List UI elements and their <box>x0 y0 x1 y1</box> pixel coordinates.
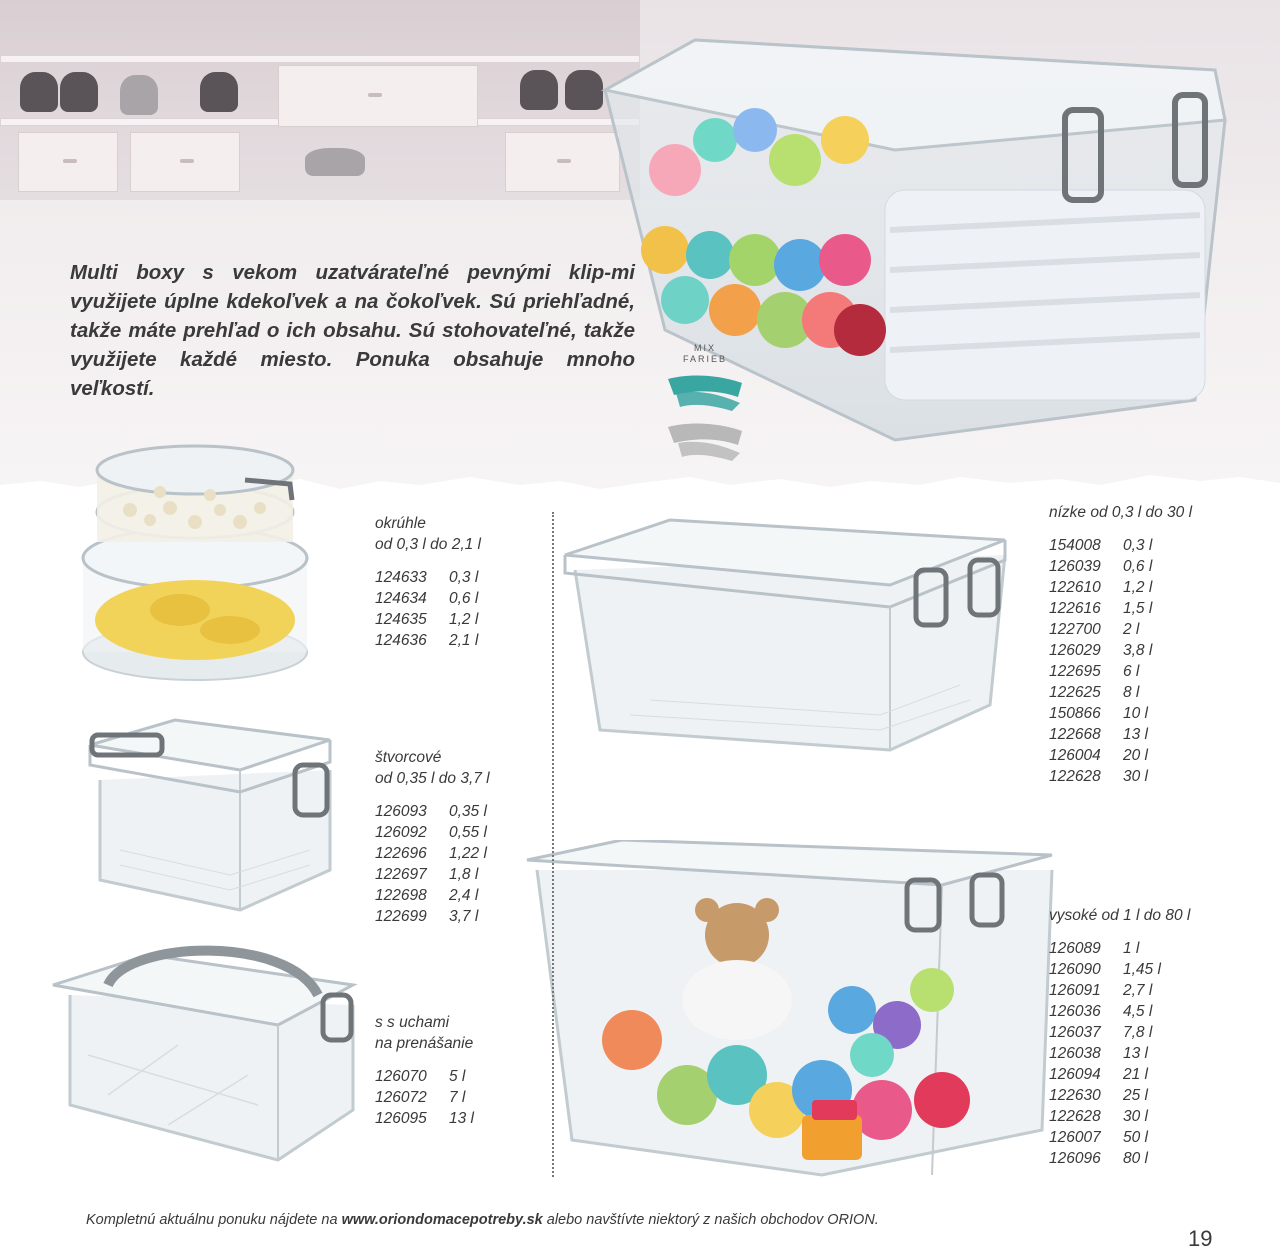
mix-label-line1: MIX <box>693 343 716 353</box>
product-code: 126007 <box>1049 1129 1101 1146</box>
product-volume: 13 l <box>1123 1045 1148 1062</box>
product-volume: 6 l <box>1123 663 1140 680</box>
product-code: 126093 <box>375 803 427 820</box>
list-item <box>375 885 490 906</box>
product-code: 126096 <box>1049 1150 1101 1167</box>
low-info <box>1049 502 1192 787</box>
list-item <box>1049 577 1192 598</box>
list-item <box>1049 766 1192 787</box>
round-subtitle: od 0,3 l do 2,1 l <box>375 536 481 553</box>
list-item <box>375 588 481 609</box>
list-item <box>1049 938 1190 959</box>
list-item <box>1049 1127 1190 1148</box>
list-item <box>1049 980 1190 1001</box>
product-code: 122625 <box>1049 684 1101 701</box>
product-volume: 1 l <box>1123 940 1140 957</box>
wardrobe-drawer <box>278 65 478 127</box>
product-volume: 30 l <box>1123 1108 1148 1125</box>
round-containers-image <box>70 440 320 688</box>
list-item <box>1049 1148 1190 1169</box>
product-code: 122698 <box>375 887 427 904</box>
list-item <box>375 567 481 588</box>
list-item <box>375 801 490 822</box>
product-code: 126092 <box>375 824 427 841</box>
product-code: 124635 <box>375 611 427 628</box>
product-volume: 0,6 l <box>449 590 479 607</box>
product-volume: 2,4 l <box>449 887 479 904</box>
list-item <box>375 1087 474 1108</box>
shoe-image <box>200 72 238 112</box>
product-code: 122696 <box>375 845 427 862</box>
product-code: 126091 <box>1049 982 1101 999</box>
color-swatch-icon <box>660 365 750 465</box>
product-volume: 4,5 l <box>1123 1003 1153 1020</box>
list-item <box>1049 640 1192 661</box>
dotted-divider <box>552 512 554 1177</box>
list-item <box>1049 724 1192 745</box>
product-volume: 50 l <box>1123 1129 1148 1146</box>
product-code: 126090 <box>1049 961 1101 978</box>
product-code: 124633 <box>375 569 427 586</box>
high-title: vysoké od 1 l do 80 l <box>1049 907 1191 924</box>
handles-subtitle: na prenášanie <box>375 1035 474 1052</box>
product-code: 126089 <box>1049 940 1101 957</box>
product-volume: 80 l <box>1123 1150 1148 1167</box>
shoe-image <box>120 75 158 115</box>
shoe-image <box>305 148 365 176</box>
product-code: 124636 <box>375 632 427 649</box>
product-code: 126070 <box>375 1068 427 1085</box>
product-code: 150866 <box>1049 705 1101 722</box>
mix-label-line2: FARIEB <box>682 354 727 364</box>
product-volume: 1,8 l <box>449 866 479 883</box>
product-code: 122695 <box>1049 663 1101 680</box>
handles-title: s s uchami <box>375 1014 450 1031</box>
high-info <box>1049 905 1190 1169</box>
list-item <box>375 1108 474 1129</box>
product-code: 126037 <box>1049 1024 1101 1041</box>
list-item <box>1049 661 1192 682</box>
list-item <box>375 843 490 864</box>
product-code: 126094 <box>1049 1066 1101 1083</box>
list-item <box>375 822 490 843</box>
product-code: 154008 <box>1049 537 1101 554</box>
list-item <box>1049 1022 1190 1043</box>
footer-text <box>86 1212 879 1228</box>
shoe-image <box>520 70 558 110</box>
list-item <box>1049 1106 1190 1127</box>
handle-container-image <box>48 935 363 1165</box>
low-box-image <box>560 515 1020 755</box>
product-volume: 7,8 l <box>1123 1024 1153 1041</box>
list-item <box>375 630 481 651</box>
product-code: 126036 <box>1049 1003 1101 1020</box>
footer-after: alebo navštívte niektorý z našich obchodov ORION. <box>542 1212 879 1228</box>
product-volume: 10 l <box>1123 705 1148 722</box>
product-volume: 20 l <box>1123 747 1148 764</box>
product-volume: 13 l <box>449 1110 474 1127</box>
product-volume: 2,7 l <box>1123 982 1153 999</box>
product-volume: 2 l <box>1123 621 1140 638</box>
footer-url-link[interactable]: www.oriondomacepotreby.sk <box>341 1212 543 1228</box>
list-item <box>1049 1001 1190 1022</box>
list-item <box>1049 745 1192 766</box>
square-title: štvorcové <box>375 749 442 766</box>
product-code: 126072 <box>375 1089 427 1106</box>
product-volume: 1,45 l <box>1123 961 1161 978</box>
list-item <box>1049 619 1192 640</box>
product-volume: 5 l <box>449 1068 466 1085</box>
wardrobe-drawer <box>130 132 240 192</box>
square-subtitle: od 0,35 l do 3,7 l <box>375 770 490 787</box>
product-code: 122628 <box>1049 1108 1101 1125</box>
page-number: 19 <box>1188 1226 1213 1250</box>
product-volume: 3,7 l <box>449 908 479 925</box>
square-container-image <box>80 710 340 915</box>
high-box-image <box>522 840 1057 1180</box>
product-code: 122700 <box>1049 621 1101 638</box>
wardrobe-shelf <box>0 55 640 63</box>
product-code: 122616 <box>1049 600 1101 617</box>
round-title: okrúhle <box>375 515 426 532</box>
list-item <box>375 864 490 885</box>
list-item <box>1049 1043 1190 1064</box>
product-code: 122630 <box>1049 1087 1101 1104</box>
list-item <box>1049 1085 1190 1106</box>
shoe-image <box>60 72 98 112</box>
list-item <box>1049 682 1192 703</box>
product-code: 122697 <box>375 866 427 883</box>
list-item <box>1049 535 1192 556</box>
product-code: 126095 <box>375 1110 427 1127</box>
product-volume: 1,22 l <box>449 845 487 862</box>
list-item <box>1049 1064 1190 1085</box>
mix-colors-badge <box>660 343 750 470</box>
low-title: nízke od 0,3 l do 30 l <box>1049 504 1193 521</box>
round-info <box>375 513 481 651</box>
product-code: 122668 <box>1049 726 1101 743</box>
list-item <box>375 1066 474 1087</box>
product-code: 126004 <box>1049 747 1101 764</box>
product-volume: 8 l <box>1123 684 1140 701</box>
product-volume: 30 l <box>1123 768 1148 785</box>
product-volume: 1,5 l <box>1123 600 1153 617</box>
product-volume: 7 l <box>449 1089 466 1106</box>
product-code: 126029 <box>1049 642 1101 659</box>
handles-info <box>375 1012 474 1129</box>
product-volume: 2,1 l <box>449 632 479 649</box>
product-volume: 0,35 l <box>449 803 487 820</box>
shoe-image <box>20 72 58 112</box>
product-volume: 13 l <box>1123 726 1148 743</box>
product-volume: 25 l <box>1123 1087 1148 1104</box>
product-volume: 1,2 l <box>1123 579 1153 596</box>
footer-before: Kompletnú aktuálnu ponuku nájdete na <box>86 1212 342 1228</box>
product-volume: 0,55 l <box>449 824 487 841</box>
product-code: 122699 <box>375 908 427 925</box>
product-volume: 0,3 l <box>449 569 479 586</box>
product-volume: 3,8 l <box>1123 642 1153 659</box>
product-code: 124634 <box>375 590 427 607</box>
product-volume: 0,3 l <box>1123 537 1153 554</box>
product-code: 122628 <box>1049 768 1101 785</box>
wardrobe-drawer <box>18 132 118 192</box>
list-item <box>1049 703 1192 724</box>
product-volume: 21 l <box>1123 1066 1148 1083</box>
product-volume: 1,2 l <box>449 611 479 628</box>
list-item <box>375 609 481 630</box>
product-code: 126039 <box>1049 558 1101 575</box>
list-item <box>1049 556 1192 577</box>
product-code: 126038 <box>1049 1045 1101 1062</box>
intro-text: Multi boxy s vekom uzatvárateľné pevnými klip-mi využijete úplne kdekoľvek a na čokoľvek. Sú priehľadné, takže máte prehľad o ich obsahu. Sú stohovateľné, takže využijete každé miesto. Ponuka obsahuje mnoho veľkostí. <box>70 261 635 400</box>
product-code: 122610 <box>1049 579 1101 596</box>
list-item <box>1049 959 1190 980</box>
list-item <box>375 906 490 927</box>
list-item <box>1049 598 1192 619</box>
square-info <box>375 747 490 927</box>
product-volume: 0,6 l <box>1123 558 1153 575</box>
